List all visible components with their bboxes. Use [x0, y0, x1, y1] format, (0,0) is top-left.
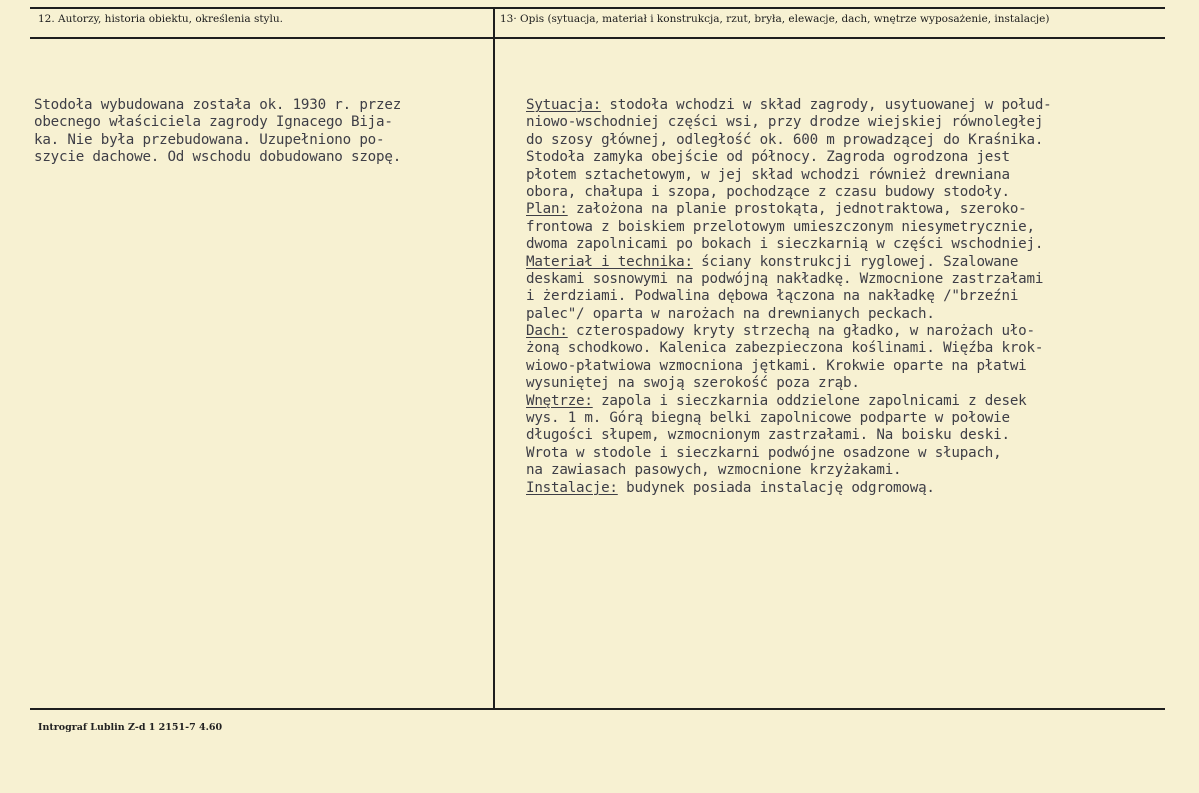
description-line-text: czterospadowy kryty strzechą na gładko, w narożach uło-: [567, 323, 1035, 340]
section-label: Instalacje:: [526, 479, 618, 496]
description-line-text: deskami sosnowymi na podwójną nakładkę. Wzmocnione zastrzałami: [526, 270, 1044, 287]
description-line: [526, 358, 1052, 375]
description-line: [526, 462, 1052, 479]
description-line-text: frontowa z boiskiem przelotowym umieszczonym niesymetrycznie,: [526, 218, 1035, 235]
description-line-text: na zawiasach pasowych, wzmocnione krzyżakami.: [526, 462, 902, 479]
description-line-text: palec"/ oparta w narożach na drewnianych peckach.: [526, 305, 935, 322]
description-line: [526, 201, 1052, 218]
description-line: [526, 288, 1052, 305]
description-line: [526, 445, 1052, 462]
description-line-text: wys. 1 m. Górą biegną belki zapolnicowe podparte w połowie: [526, 410, 1010, 427]
section-label: Materiał i technika:: [526, 253, 693, 270]
description-line-text: budynek posiada instalację odgromową.: [617, 479, 935, 496]
section-12-heading: 12. Autorzy, historia obiektu, określenia stylu.: [38, 13, 283, 25]
section-label: Dach:: [526, 323, 568, 340]
description-line: [526, 427, 1052, 444]
description-line-text: do szosy głównej, odległość ok. 600 m prowadzącej do Kraśnika.: [526, 131, 1044, 148]
section-label: Plan:: [526, 201, 568, 218]
history-line: szycie dachowe. Od wschodu dobudowano szopę.: [34, 149, 402, 166]
description-line: [526, 323, 1052, 340]
description-line-text: żoną schodkowo. Kalenica zabezpieczona koślinami. Więźba krok-: [526, 340, 1044, 357]
description-line: [526, 132, 1052, 149]
description-line: [526, 167, 1052, 184]
description-line: [526, 219, 1052, 236]
description-line: [526, 149, 1052, 166]
bottom-rule: [30, 708, 1165, 710]
description-line: [526, 254, 1052, 271]
description-line: [526, 271, 1052, 288]
history-line: Stodoła wybudowana została ok. 1930 r. przez: [34, 97, 402, 113]
description-line: [526, 236, 1052, 253]
printer-imprint: Intrograf Lublin Z-d 1 2151-7 4.60: [38, 722, 223, 733]
description-line-text: założona na planie prostokąta, jednotraktowa, szeroko-: [567, 201, 1027, 218]
description-line-text: obora, chałupa i szopa, pochodzące z czasu budowy stodoły.: [526, 183, 1010, 200]
history-text: [34, 97, 401, 167]
description-line-text: długości słupem, wzmocnionym zastrzałami. Na boisku deski.: [526, 427, 1010, 444]
header-rule: [30, 37, 1165, 39]
section-13-heading: 13· Opis (sytuacja, materiał i konstrukcja, rzut, bryła, elewacje, dach, wnętrze wyposażenie, instalacje): [500, 13, 1050, 25]
description-line: [526, 306, 1052, 323]
description-line-text: wysuniętej na swoją szerokość poza zrąb.: [526, 375, 860, 392]
description-line-text: zapola i sieczkarnia oddzielone zapolnicami z desek: [592, 392, 1027, 409]
description-line-text: i żerdziami. Podwalina dębowa łączona na nakładkę /"brzeźni: [526, 288, 1019, 305]
top-rule: [30, 7, 1165, 9]
description-text: [526, 97, 1052, 497]
history-line: obecnego właściciela zagrody Ignacego Bija-: [34, 114, 393, 131]
description-line: [526, 393, 1052, 410]
description-line: [526, 480, 1052, 497]
description-line: [526, 97, 1052, 114]
description-line: [526, 114, 1052, 131]
section-label: Sytuacja:: [526, 97, 602, 113]
history-line: ka. Nie była przebudowana. Uzupełniono po-: [34, 131, 385, 148]
description-line: [526, 184, 1052, 201]
description-line-text: wiowo-płatwiowa wzmocniona jętkami. Krokwie oparte na płatwi: [526, 357, 1027, 374]
description-line: [526, 375, 1052, 392]
description-line: [526, 340, 1052, 357]
description-line-text: ściany konstrukcji ryglowej. Szalowane: [692, 253, 1019, 270]
description-line: [526, 410, 1052, 427]
section-label: Wnętrze:: [526, 392, 593, 409]
description-line-text: Wrota w stodole i sieczkarni podwójne osadzone w słupach,: [526, 444, 1002, 461]
description-line-text: niowo-wschodniej części wsi, przy drodze wiejskiej równoległej: [526, 114, 1044, 131]
description-line-text: stodoła wchodzi w skład zagrody, usytuowanej w połud-: [601, 97, 1052, 113]
column-divider: [493, 7, 495, 709]
description-line-text: Stodoła zamyka obejście od północy. Zagroda ogrodzona jest: [526, 149, 1010, 166]
description-line-text: płotem sztachetowym, w jej skład wchodzi również drewniana: [526, 166, 1010, 183]
description-line-text: dwoma zapolnicami po bokach i sieczkarnią w części wschodniej.: [526, 236, 1044, 253]
